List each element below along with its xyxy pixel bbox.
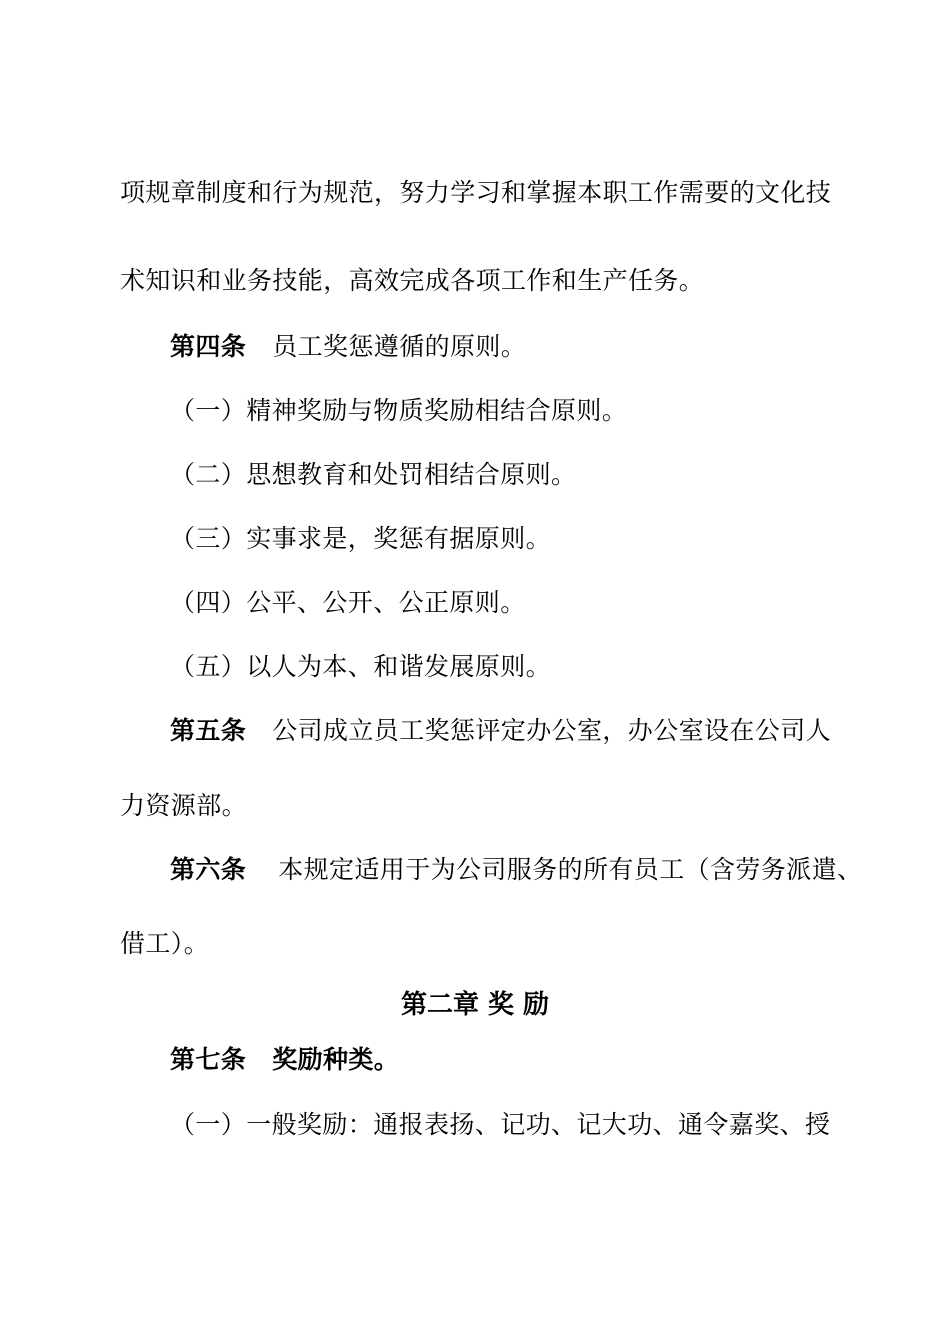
article-6 <box>170 853 862 887</box>
article-text: 奖励种类。 <box>272 1045 400 1074</box>
article-text: 本规定适用于为公司服务的所有员工（含劳务派遣、 <box>278 855 863 884</box>
paragraph-line: 术知识和业务技能，高效完成各项工作和生产任务。 <box>120 266 705 295</box>
chapter-heading: 第二章 奖 励 <box>400 990 550 1020</box>
principle-item: （一）精神奖励与物质奖励相结合原则。 <box>170 396 628 425</box>
principle-item: （二）思想教育和处罚相结合原则。 <box>170 460 577 489</box>
principle-item: （四）公平、公开、公正原则。 <box>170 588 526 617</box>
principle-item: （三）实事求是，奖惩有据原则。 <box>170 524 552 553</box>
article-label: 第五条 <box>170 716 247 745</box>
reward-item: （一）一般奖励：通报表扬、记功、记大功、通令嘉奖、授 <box>170 1110 831 1139</box>
article-4 <box>170 330 526 364</box>
article-5 <box>170 714 831 748</box>
article-label: 第七条 <box>170 1045 247 1074</box>
paragraph-line: 力资源部。 <box>120 791 248 820</box>
article-text: 员工奖惩遵循的原则。 <box>272 332 527 361</box>
article-7 <box>170 1043 399 1077</box>
article-label: 第四条 <box>170 332 247 361</box>
article-label: 第六条 <box>170 855 247 884</box>
article-text: 公司成立员工奖惩评定办公室，办公室设在公司人 <box>272 716 832 745</box>
paragraph-line: 借工）。 <box>120 929 210 958</box>
principle-item: （五）以人为本、和谐发展原则。 <box>170 652 552 681</box>
paragraph-line: 项规章制度和行为规范，努力学习和掌握本职工作需要的文化技 <box>120 178 832 207</box>
